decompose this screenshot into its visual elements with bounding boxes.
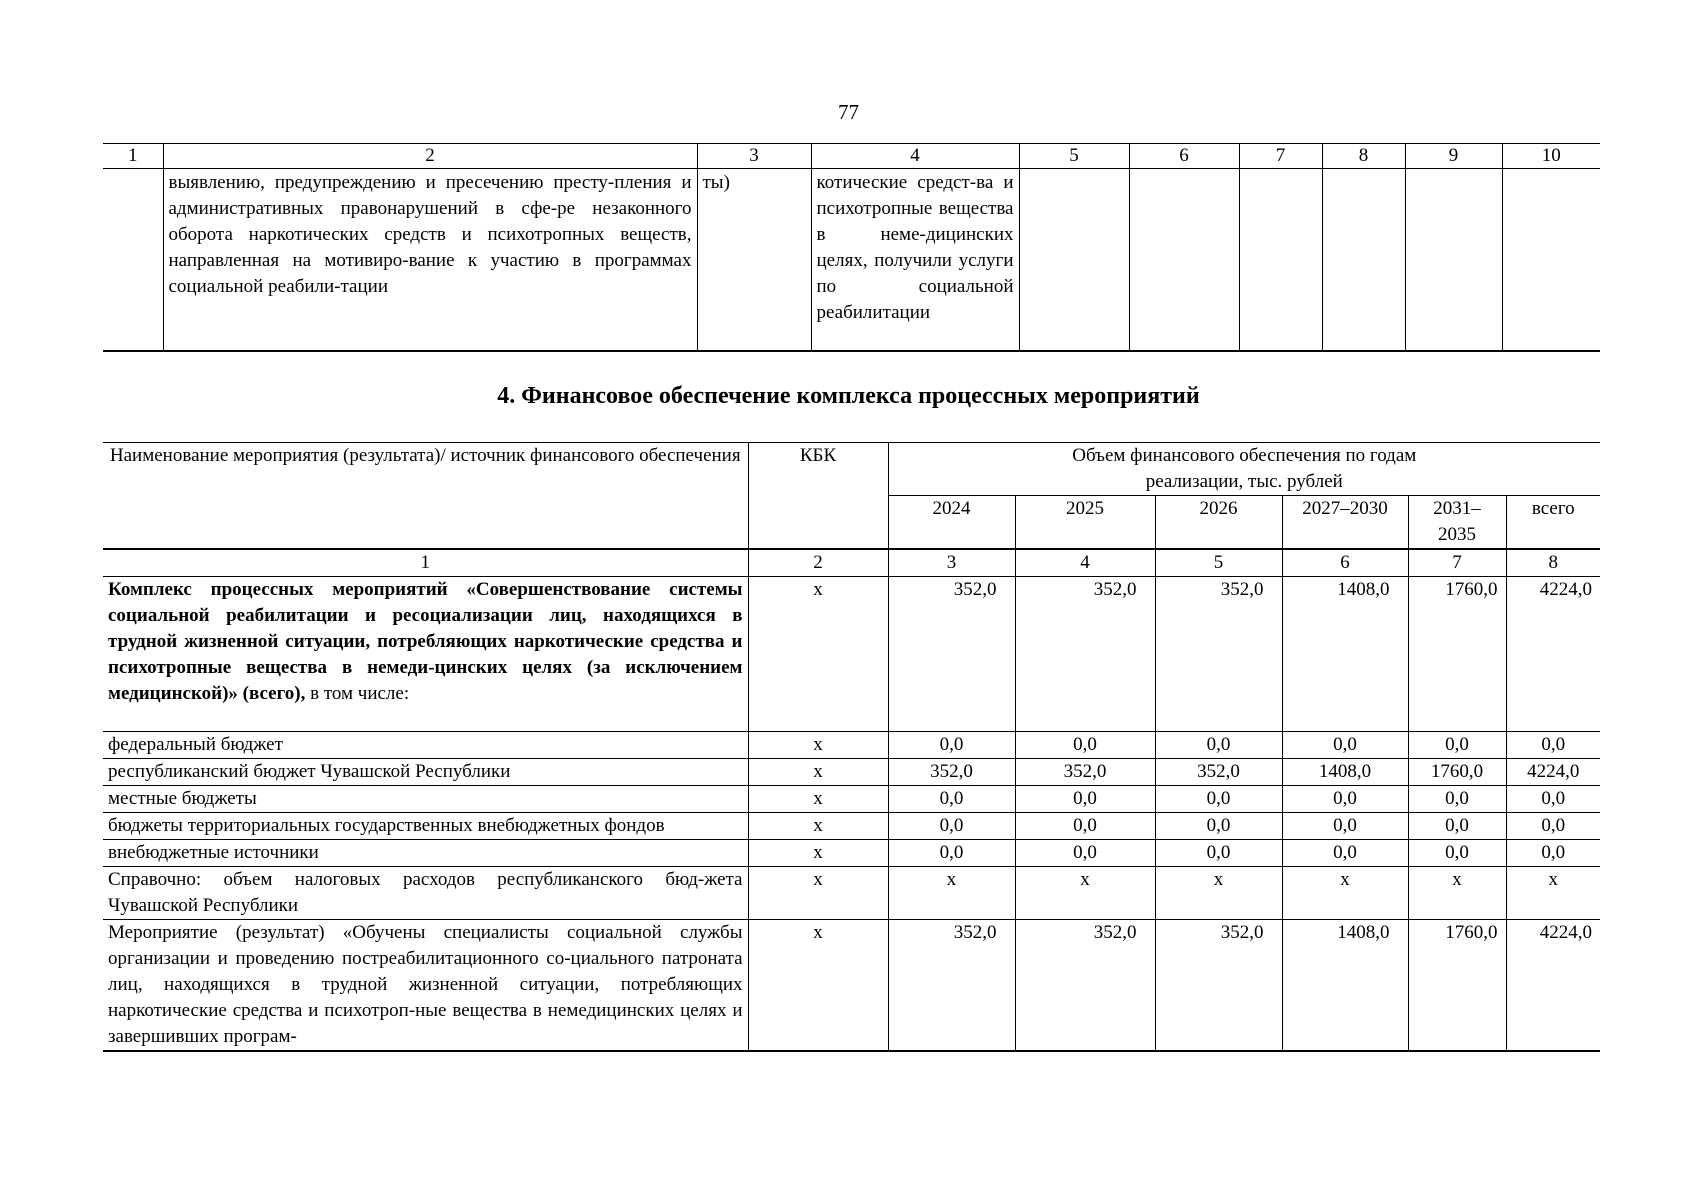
row-name: федеральный бюджет bbox=[103, 732, 748, 759]
col-number: 8 bbox=[1506, 549, 1600, 577]
row-value: 352,0 bbox=[888, 759, 1015, 786]
section-title: 4. Финансовое обеспечение комплекса процессных мероприятий bbox=[497, 383, 1200, 409]
col-number: 6 bbox=[1282, 549, 1408, 577]
row-value: 0,0 bbox=[888, 732, 1015, 759]
row-value: 352,0 bbox=[1155, 577, 1282, 732]
row-name: внебюджетные источники bbox=[103, 840, 748, 867]
row-value: х bbox=[1506, 867, 1600, 920]
col-number: 2 bbox=[163, 144, 697, 169]
row-value: х bbox=[1282, 867, 1408, 920]
table-row bbox=[103, 786, 1600, 813]
header-kbk: КБК bbox=[748, 443, 888, 550]
col-number: 2 bbox=[748, 549, 888, 577]
col-number: 3 bbox=[697, 144, 811, 169]
col-number: 10 bbox=[1502, 144, 1600, 169]
column-number-row bbox=[103, 549, 1600, 577]
row-value: х bbox=[1155, 867, 1282, 920]
col-number: 1 bbox=[103, 549, 748, 577]
table-row bbox=[103, 920, 1600, 1052]
row-value: 352,0 bbox=[888, 577, 1015, 732]
col-number: 7 bbox=[1408, 549, 1506, 577]
table-row bbox=[103, 840, 1600, 867]
row-value: 352,0 bbox=[1015, 920, 1155, 1052]
row-kbk: х bbox=[748, 920, 888, 1052]
row-name-bold: Комплекс процессных мероприятий «Совершенствование системы социальной реабилитации и ресоциализации лиц, находящихся в трудной жизненной ситуации, потребляющих наркотические средства и психотропные вещества в немеди-цинских целях (за исключением медицинской)» (всего), bbox=[108, 579, 743, 704]
row-value: 352,0 bbox=[1015, 577, 1155, 732]
row-value: х bbox=[888, 867, 1015, 920]
row-value: 0,0 bbox=[1282, 840, 1408, 867]
table-row bbox=[103, 813, 1600, 840]
row-value: 0,0 bbox=[1155, 786, 1282, 813]
row-value: 0,0 bbox=[888, 786, 1015, 813]
row-value: 0,0 bbox=[1408, 813, 1506, 840]
col-number: 1 bbox=[103, 144, 163, 169]
col-number: 4 bbox=[1015, 549, 1155, 577]
table-row bbox=[103, 732, 1600, 759]
row-value: 0,0 bbox=[1015, 840, 1155, 867]
row-value: 0,0 bbox=[1506, 786, 1600, 813]
row-value: 352,0 bbox=[1155, 920, 1282, 1052]
row-value: 0,0 bbox=[1506, 840, 1600, 867]
row-value: 4224,0 bbox=[1506, 577, 1600, 732]
table-row bbox=[103, 169, 1600, 352]
row-value: 0,0 bbox=[1015, 786, 1155, 813]
header-year: 2026 bbox=[1155, 496, 1282, 550]
row-kbk: х bbox=[748, 813, 888, 840]
row-value: 0,0 bbox=[1408, 732, 1506, 759]
row-value: 4224,0 bbox=[1506, 759, 1600, 786]
cell-empty bbox=[1239, 169, 1322, 352]
col-number: 4 bbox=[811, 144, 1019, 169]
row-value: 0,0 bbox=[1015, 732, 1155, 759]
row-value: 0,0 bbox=[1282, 786, 1408, 813]
row-name: бюджеты территориальных государственных внебюджетных фондов bbox=[103, 813, 748, 840]
header-name: Наименование мероприятия (результата)/ источник финансового обеспечения bbox=[103, 443, 748, 550]
continuation-table bbox=[103, 143, 1600, 352]
cell-empty bbox=[1405, 169, 1502, 352]
row-kbk: х bbox=[748, 732, 888, 759]
row-kbk: х bbox=[748, 577, 888, 732]
row-name: Справочно: объем налоговых расходов республиканского бюд-жета Чувашской Республики bbox=[103, 867, 748, 920]
header-year: 2025 bbox=[1015, 496, 1155, 550]
table-row bbox=[103, 759, 1600, 786]
row-name: местные бюджеты bbox=[103, 786, 748, 813]
row-kbk: х bbox=[748, 840, 888, 867]
page-number: 77 bbox=[838, 100, 859, 124]
row-value: 1760,0 bbox=[1408, 759, 1506, 786]
col-number: 3 bbox=[888, 549, 1015, 577]
row-value: 0,0 bbox=[1408, 786, 1506, 813]
row-value: 0,0 bbox=[1408, 840, 1506, 867]
row-value: 352,0 bbox=[1155, 759, 1282, 786]
col-number: 7 bbox=[1239, 144, 1322, 169]
row-value: 0,0 bbox=[1155, 840, 1282, 867]
row-value: 0,0 bbox=[1282, 813, 1408, 840]
cell-description: выявлению, предупреждению и пресечению престу-пления и административных правонарушений в сфе-ре незаконного оборота наркотических средств и психотропных веществ, направленная на мотивиро-вание к участию в программах социальной реабили-тации bbox=[163, 169, 697, 352]
header-year: 2027–2030 bbox=[1282, 496, 1408, 550]
row-value: 0,0 bbox=[1282, 732, 1408, 759]
row-value: 352,0 bbox=[888, 920, 1015, 1052]
row-value: 0,0 bbox=[1155, 732, 1282, 759]
cell-empty bbox=[1502, 169, 1600, 352]
row-value: 1760,0 bbox=[1408, 920, 1506, 1052]
row-value: 1408,0 bbox=[1282, 759, 1408, 786]
row-kbk: х bbox=[748, 867, 888, 920]
row-value: 1408,0 bbox=[1282, 920, 1408, 1052]
table-row bbox=[103, 577, 1600, 732]
row-value: 4224,0 bbox=[1506, 920, 1600, 1052]
row-value: 0,0 bbox=[1015, 813, 1155, 840]
row-value: 1408,0 bbox=[1282, 577, 1408, 732]
cell-unit: ты) bbox=[697, 169, 811, 352]
header-year: 2031–2035 bbox=[1408, 496, 1506, 550]
col-number: 5 bbox=[1155, 549, 1282, 577]
col-number: 5 bbox=[1019, 144, 1129, 169]
cell-indicator: котические средст-ва и психотропные вещества в неме-дицинских целях, получили услуги по социальной реабилитации bbox=[811, 169, 1019, 352]
row-value: х bbox=[1015, 867, 1155, 920]
financing-table bbox=[103, 442, 1600, 1052]
row-kbk: х bbox=[748, 786, 888, 813]
row-value: х bbox=[1408, 867, 1506, 920]
cell-empty bbox=[1019, 169, 1129, 352]
header-volume: Объем финансового обеспечения по годам реализации, тыс. рублей bbox=[888, 443, 1600, 496]
row-name-tail: в том числе: bbox=[310, 683, 410, 704]
column-number-row bbox=[103, 144, 1600, 169]
row-value: 0,0 bbox=[1506, 732, 1600, 759]
col-number: 9 bbox=[1405, 144, 1502, 169]
row-name: республиканский бюджет Чувашской Республики bbox=[103, 759, 748, 786]
table-row bbox=[103, 867, 1600, 920]
header-year: 2024 bbox=[888, 496, 1015, 550]
cell-empty bbox=[1322, 169, 1405, 352]
cell-empty bbox=[103, 169, 163, 352]
row-name: Мероприятие (результат) «Обучены специалисты социальной службы организации и проведению постреабилитационного со-циального патроната лиц, находящихся в трудной жизненной ситуации, потребляющих наркотические средства и психотроп-ные вещества в немедицинских целях и завершивших програм- bbox=[103, 920, 748, 1052]
col-number: 8 bbox=[1322, 144, 1405, 169]
row-value: 352,0 bbox=[1015, 759, 1155, 786]
row-kbk: х bbox=[748, 759, 888, 786]
cell-empty bbox=[1129, 169, 1239, 352]
col-number: 6 bbox=[1129, 144, 1239, 169]
row-name bbox=[103, 577, 748, 732]
row-value: 0,0 bbox=[1155, 813, 1282, 840]
row-value: 0,0 bbox=[888, 813, 1015, 840]
row-value: 0,0 bbox=[1506, 813, 1600, 840]
header-total: всего bbox=[1506, 496, 1600, 550]
row-value: 0,0 bbox=[888, 840, 1015, 867]
row-value: 1760,0 bbox=[1408, 577, 1506, 732]
